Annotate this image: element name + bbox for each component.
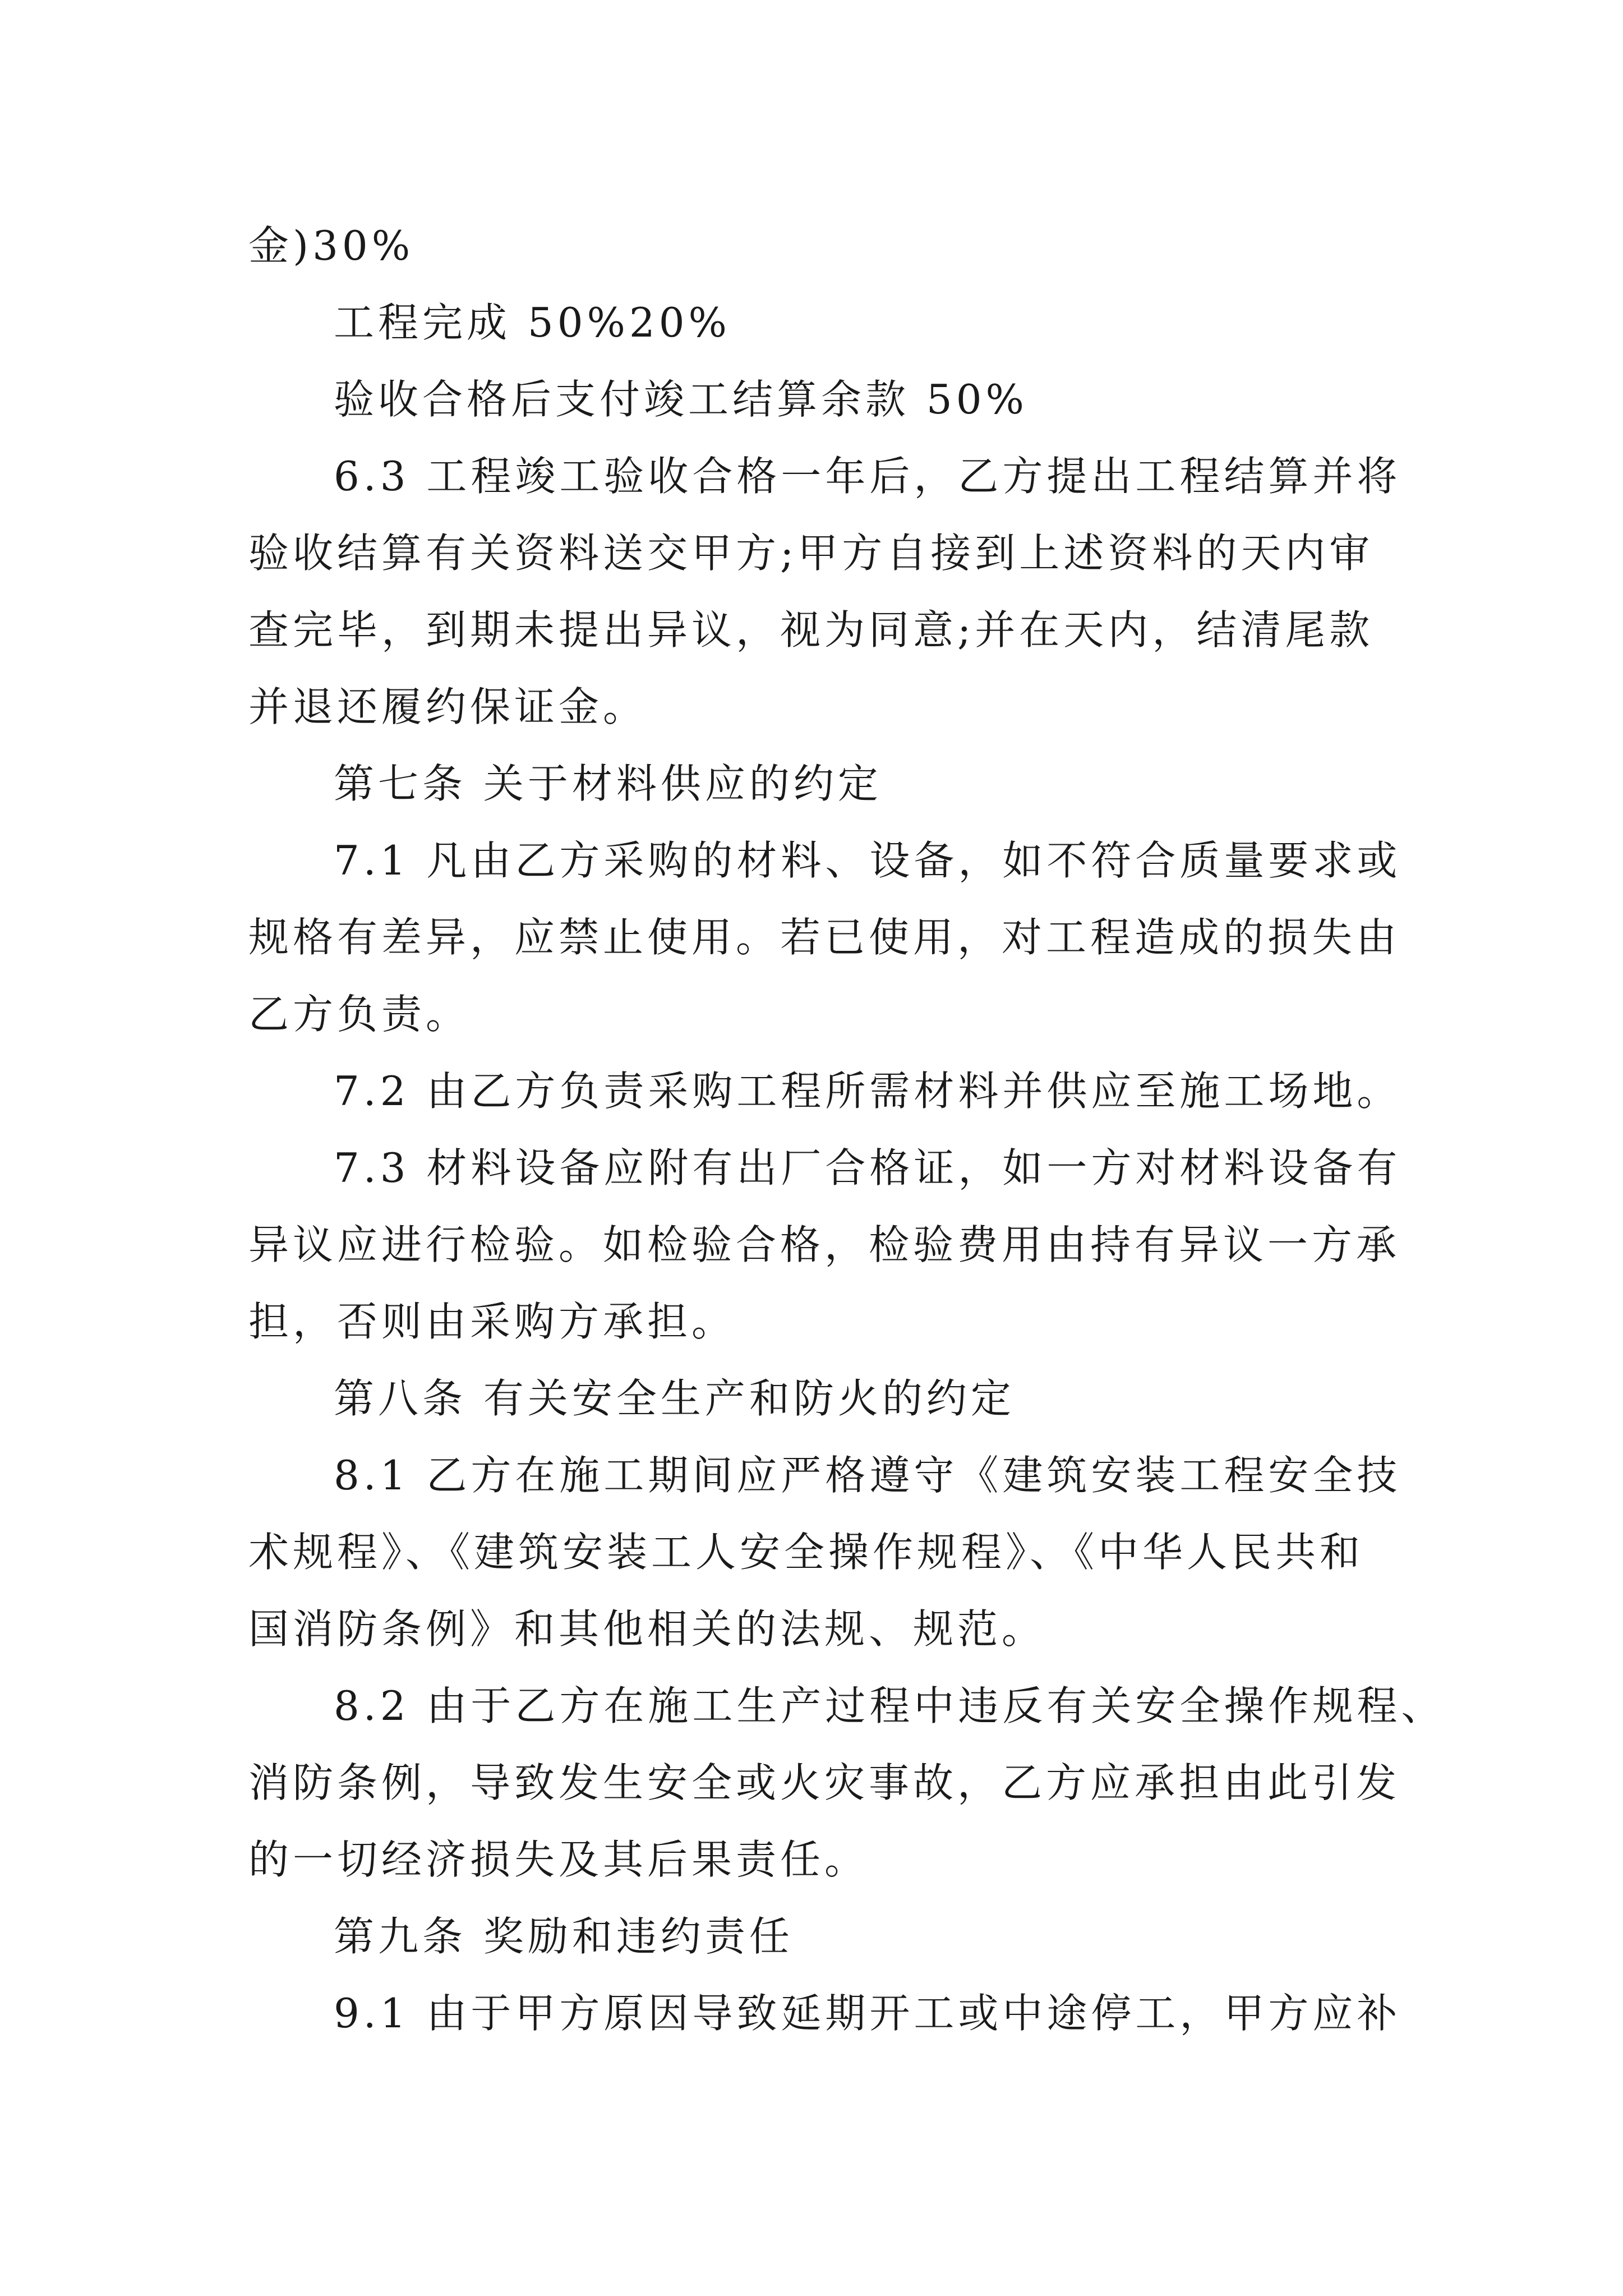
article-7-heading: 第七条 关于材料供应的约定 <box>334 760 882 807</box>
text-line: 验收合格后支付竣工结算余款 50% <box>334 376 1028 423</box>
clause-7-2: 7.2 由乙方负责采购工程所需材料并供应至施工场地。 <box>334 1068 1401 1115</box>
text-line: 验收结算有关资料送交甲方;甲方自接到上述资料的天内审 <box>248 530 1374 577</box>
text-line: 乙方负责。 <box>248 991 471 1038</box>
text-line: 查完毕，到期未提出异议，视为同意;并在天内，结清尾款 <box>248 606 1374 654</box>
text-line: 的一切经济损失及其后果责任。 <box>248 1836 869 1883</box>
text-line: 异议应进行检验。如检验合格，检验费用由持有异议一方承 <box>248 1221 1401 1268</box>
text-line: 金)30% <box>248 222 414 269</box>
article-9-heading: 第九条 奖励和违约责任 <box>334 1913 794 1960</box>
clause-8-1: 8.1 乙方在施工期间应严格遵守《建筑安装工程安全技 <box>334 1452 1401 1499</box>
text-line: 国消防条例》和其他相关的法规、规范。 <box>248 1605 1046 1653</box>
text-line: 消防条例，导致发生安全或火灾事故，乙方应承担由此引发 <box>248 1759 1401 1806</box>
clause-8-2: 8.2 由于乙方在施工生产过程中违反有关安全操作规程、 <box>334 1682 1446 1729</box>
clause-7-3: 7.3 材料设备应附有出厂合格证，如一方对材料设备有 <box>334 1144 1401 1191</box>
clause-7-1: 7.1 凡由乙方采购的材料、设备，如不符合质量要求或 <box>334 837 1401 884</box>
text-line: 规格有差异，应禁止使用。若已使用，对工程造成的损失由 <box>248 914 1401 961</box>
text-line: 并退还履约保证金。 <box>248 683 648 730</box>
text-line: 工程完成 50%20% <box>334 299 731 346</box>
text-line: 术规程》、《建筑安装工人安全操作规程》、《中华人民共和 <box>248 1529 1364 1576</box>
clause-9-1: 9.1 由于甲方原因导致延期开工或中途停工，甲方应补 <box>334 1990 1401 2037</box>
document-body <box>248 208 1446 2052</box>
clause-6-3: 6.3 工程竣工验收合格一年后，乙方提出工程结算并将 <box>334 453 1401 500</box>
article-8-heading: 第八条 有关安全生产和防火的约定 <box>334 1375 1015 1422</box>
text-line: 担，否则由采购方承担。 <box>248 1298 736 1345</box>
